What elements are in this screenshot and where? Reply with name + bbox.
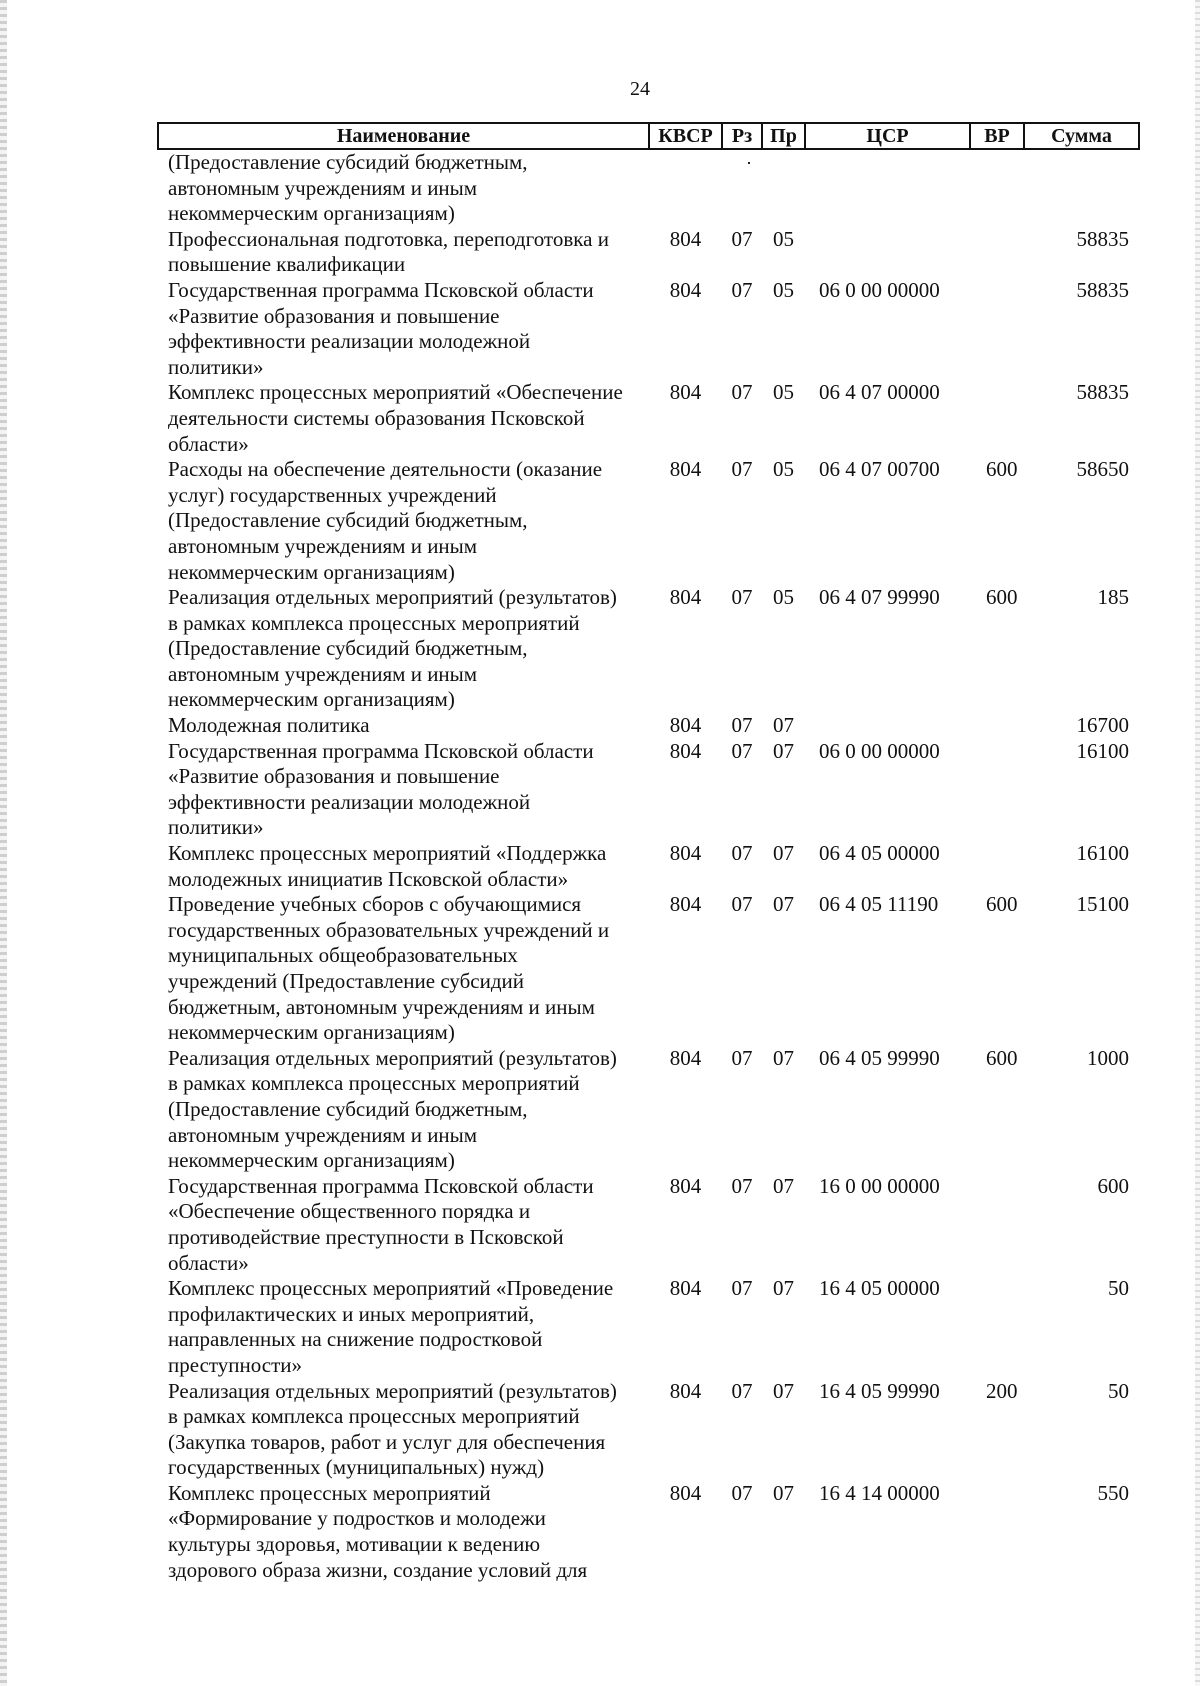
row-sum-cell: 16100 [1076,738,1129,763]
row-name-line: в рамках комплекса процессных мероприятий [168,1071,580,1096]
row-name-line: Расходы на обеспечение деятельности (оказание [168,457,603,482]
row-name-cell [158,585,649,713]
row-rz-cell: 07 [731,457,753,482]
row-pr-cell: 07 [773,1173,794,1198]
row-csr-cell: 06 4 07 00700 [819,457,940,482]
row-name-line: области» [168,431,249,456]
row-name-line: бюджетным, автономным учреждениям и иным [168,994,595,1019]
row-rz-cell: 07 [731,892,753,917]
row-name-line: автономным учреждениям и иным [168,1122,478,1147]
row-kvsr-cell: 804 [669,1045,702,1070]
row-name-line: Реализация отдельных мероприятий (результатов) [168,1045,617,1070]
row-name-line: здорового образа жизни, создание условий для [168,1557,588,1582]
row-sum-cell: 550 [1097,1480,1129,1505]
row-vr-cell [970,1276,1024,1378]
row-sum-cell: 600 [1097,1173,1129,1198]
row-name-line: «Формирование у подростков и молодежи [168,1506,546,1531]
row-pr-cell: 07 [773,1276,794,1301]
table-row [158,149,1139,227]
row-rz-cell: 07 [731,1378,753,1403]
row-name-line: в рамках комплекса процессных мероприятий [168,610,580,635]
row-name-cell [158,278,649,380]
row-rz-cell: 07 [731,1173,753,1198]
table-row [158,892,1139,1046]
row-sum-cell: 15100 [1076,892,1129,917]
row-name-line: направленных на снижение подростковой [168,1327,543,1352]
page-number: 24 [630,78,650,100]
row-pr-cell: 07 [773,1378,794,1403]
row-name-cell [158,1046,649,1174]
scan-edge-left [0,0,7,1686]
row-kvsr-cell: 804 [669,1378,702,1403]
row-pr-cell: 07 [773,1480,794,1505]
row-name-cell [158,1379,649,1481]
row-name-line: (Предоставление субсидий бюджетным, [168,1096,528,1121]
table-row [158,841,1139,892]
row-sum-cell: 58835 [1076,380,1129,405]
row-vr-cell: 600 [986,457,1018,482]
row-name-line: профилактических и иных мероприятий, [168,1301,535,1326]
row-pr-cell [762,149,805,227]
row-name-line: Профессиональная подготовка, переподготовка и [168,226,609,251]
row-kvsr-cell: 804 [669,226,702,251]
row-name-line: «Обеспечение общественного порядка и [168,1199,531,1224]
row-name-line: эффективности реализации молодежной [168,329,531,354]
row-pr-cell: 05 [773,585,794,610]
row-name-line: автономным учреждениям и иным [168,175,478,200]
header-row [158,123,1139,149]
header-rz: Рз [722,123,762,149]
table-row [158,739,1139,841]
row-name-line: деятельности системы образования Псковской [168,405,585,430]
row-csr-cell: 06 4 05 11190 [819,892,939,917]
row-csr-cell [805,713,970,739]
row-kvsr-cell: 804 [669,380,702,405]
row-name-line: Комплекс процессных мероприятий «Поддержка [168,841,607,866]
header-kvsr: КВСР [649,123,722,149]
row-name-cell [158,457,649,585]
row-sum-cell: 58835 [1076,277,1129,302]
row-sum-cell: 16100 [1076,841,1129,866]
row-name-cell [158,227,649,278]
row-pr-cell: 05 [773,457,794,482]
row-name-cell [158,739,649,841]
row-vr-cell [970,278,1024,380]
row-name-cell [158,841,649,892]
row-sum-cell: 50 [1108,1276,1129,1301]
row-csr-cell: 06 0 00 00000 [819,277,940,302]
row-rz-cell: 07 [731,738,753,763]
row-pr-cell: 07 [773,738,794,763]
row-name-line: Молодежная политика [168,713,370,738]
row-name-line: муниципальных общеобразовательных [168,943,518,968]
row-name-line: услуг) государственных учреждений [168,482,497,507]
row-name-line: некоммерческим организациям) [168,559,455,584]
budget-table [157,122,1140,1583]
row-vr-cell: 600 [986,1045,1018,1070]
row-name-line: политики» [168,815,264,840]
row-pr-cell: 07 [773,1045,794,1070]
row-sum-cell: 16700 [1076,713,1129,738]
row-vr-cell: 200 [986,1378,1018,1403]
row-name-line: автономным учреждениям и иным [168,661,478,686]
row-name-line: Реализация отдельных мероприятий (результатов) [168,1378,617,1403]
row-name-line: эффективности реализации молодежной [168,789,531,814]
row-rz-cell: 07 [731,380,753,405]
row-name-line: культуры здоровья, мотивации к ведению [168,1532,541,1557]
row-name-line: Государственная программа Псковской области [168,738,594,763]
row-rz-cell: 07 [731,841,753,866]
row-name-cell [158,892,649,1046]
row-name-cell [158,713,649,739]
row-rz-cell: 07 [731,585,753,610]
table-body [158,149,1139,1583]
row-csr-cell: 06 4 05 99990 [819,1045,940,1070]
table-row [158,380,1139,457]
row-rz-cell: 07 [731,277,753,302]
row-csr-cell: 06 4 07 00000 [819,380,940,405]
table-row [158,227,1139,278]
row-name-line: Комплекс процессных мероприятий [168,1480,491,1505]
row-name-line: (Закупка товаров, работ и услуг для обеспечения [168,1429,606,1454]
row-pr-cell: 07 [773,841,794,866]
row-name-line: некоммерческим организациям) [168,1020,455,1045]
row-rz-cell: 07 [731,1480,753,1505]
row-name-line: некоммерческим организациям) [168,201,455,226]
table-row [158,278,1139,380]
row-sum-cell [1024,149,1139,227]
row-vr-cell [970,149,1024,227]
row-name-line: в рамках комплекса процессных мероприятий [168,1404,580,1429]
row-sum-cell: 1000 [1087,1045,1129,1070]
row-name-line: Комплекс процессных мероприятий «Проведение [168,1276,614,1301]
row-csr-cell: 16 4 05 99990 [819,1378,940,1403]
table-row [158,1276,1139,1378]
row-name-line: противодействие преступности в Псковской [168,1224,564,1249]
row-name-line: Государственная программа Псковской области [168,277,594,302]
row-name-line: «Развитие образования и повышение [168,303,500,328]
table-row [158,585,1139,713]
row-kvsr-cell [649,149,722,227]
row-vr-cell [970,1174,1024,1276]
row-name-line: области» [168,1250,249,1275]
row-name-cell [158,1481,649,1583]
row-csr-cell: 06 4 05 00000 [819,841,940,866]
row-name-line: Комплекс процессных мероприятий «Обеспечение [168,380,623,405]
row-name-line: государственных (муниципальных) нужд) [168,1455,545,1480]
row-kvsr-cell: 804 [669,277,702,302]
table-row [158,1046,1139,1174]
row-pr-cell: 05 [773,277,794,302]
row-rz-cell: 07 [731,713,753,738]
row-name-cell [158,380,649,457]
row-csr-cell [805,227,970,278]
row-name-line: политики» [168,354,264,379]
row-vr-cell: 600 [986,585,1018,610]
table-row [158,1481,1139,1583]
header-vr: ВР [970,123,1024,149]
row-name-line: (Предоставление субсидий бюджетным, [168,508,528,533]
header-pr: Пр [762,123,805,149]
row-kvsr-cell: 804 [669,1173,702,1198]
row-kvsr-cell: 804 [669,738,702,763]
row-vr-cell [970,1481,1024,1583]
table-row [158,1379,1139,1481]
header-csr: ЦСР [805,123,970,149]
scan-edge-right [1195,0,1200,1686]
row-kvsr-cell: 804 [669,1276,702,1301]
row-csr-cell: 16 4 05 00000 [819,1276,940,1301]
row-vr-cell [970,739,1024,841]
row-kvsr-cell: 804 [669,841,702,866]
row-name-line: «Развитие образования и повышение [168,764,500,789]
row-vr-cell: 600 [986,892,1018,917]
row-name-line: государственных образовательных учреждений и [168,917,610,942]
row-name-cell [158,1174,649,1276]
table-row [158,457,1139,585]
row-name-line: учреждений (Предоставление субсидий [168,969,525,993]
row-name-line: молодежных инициатив Псковской области» [168,866,569,891]
row-name-line: некоммерческим организациям) [168,1148,455,1173]
row-sum-cell: 185 [1097,585,1129,610]
row-sum-cell: 58650 [1076,457,1129,482]
row-name-line: (Предоставление субсидий бюджетным, [168,636,528,661]
row-name-line: некоммерческим организациям) [168,687,455,712]
row-vr-cell [970,713,1024,739]
row-kvsr-cell: 804 [669,585,702,610]
row-pr-cell: 07 [773,713,794,738]
row-csr-cell: 06 0 00 00000 [819,738,940,763]
row-csr-cell: 06 4 07 99990 [819,585,940,610]
row-name-line: повышение квалификации [168,252,406,277]
row-name-cell [158,149,649,227]
table-row [158,1174,1139,1276]
row-name-line: автономным учреждениям и иным [168,533,478,558]
row-kvsr-cell: 804 [669,713,702,738]
table-row [158,713,1139,739]
row-name-line: Проведение учебных сборов с обучающимися [168,892,582,917]
header-sum: Сумма [1024,123,1139,149]
row-vr-cell [970,380,1024,457]
row-name-line: Государственная программа Псковской области [168,1173,594,1198]
row-rz-cell: 07 [731,226,753,251]
row-pr-cell: 05 [773,226,794,251]
row-vr-cell [970,841,1024,892]
row-sum-cell: 58835 [1076,226,1129,251]
header-name: Наименование [158,123,649,149]
row-name-line: преступности» [168,1352,303,1377]
table-header [158,123,1139,149]
row-name-line: (Предоставление субсидий бюджетным, [168,150,528,174]
row-csr-cell [805,149,970,227]
row-vr-cell [970,227,1024,278]
row-rz-cell: 07 [731,1276,753,1301]
row-csr-cell: 16 4 14 00000 [819,1480,940,1505]
row-rz-cell: 07 [731,1045,753,1070]
row-rz-cell [722,149,762,227]
row-kvsr-cell: 804 [669,892,702,917]
row-name-line: Реализация отдельных мероприятий (результатов) [168,585,617,610]
row-sum-cell: 50 [1108,1378,1129,1403]
row-kvsr-cell: 804 [669,457,702,482]
row-name-cell [158,1276,649,1378]
row-pr-cell: 07 [773,892,794,917]
row-pr-cell: 05 [773,380,794,405]
row-kvsr-cell: 804 [669,1480,702,1505]
row-csr-cell: 16 0 00 00000 [819,1173,940,1198]
